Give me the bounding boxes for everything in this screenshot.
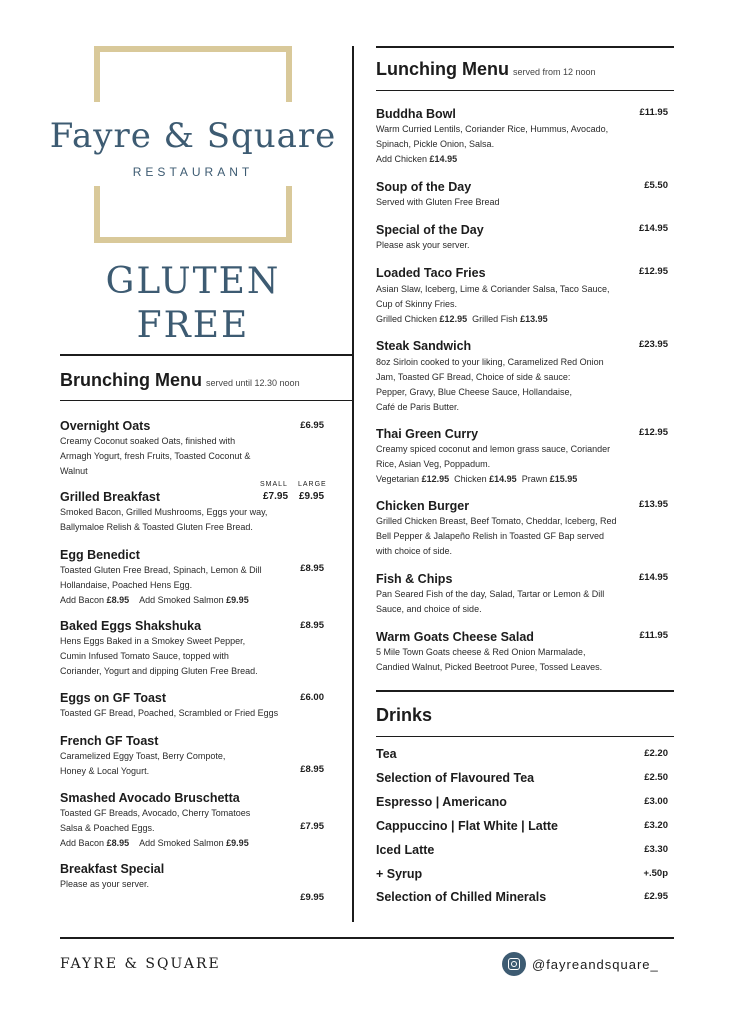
divider [376,690,674,692]
menu-item-name: Breakfast Special [60,862,165,876]
menu-item-price: £5.50 [644,180,668,191]
menu-item-name: Fish & Chips [376,572,453,586]
menu-item-description: 5 Mile Town Goats cheese & Red Onion Marmalade, Candied Walnut, Picked Beetroot Puree, Tossed Leaves. [376,647,603,672]
menu-item-price: £11.95 [639,107,668,118]
menu-item-price: £8.95 [300,764,324,775]
menu-item-name: Soup of the Day [376,180,472,194]
drink-price: +.50p [643,868,668,879]
menu-item-name: Egg Benedict [60,548,140,562]
menu-item-name: Thai Green Curry [376,427,479,441]
menu-item-description: Served with Gluten Free Bread [376,197,500,207]
menu-item-price: £8.95 [300,563,324,574]
footer-brand: FAYRE & SQUARE [60,956,221,972]
menu-item-price: £14.95 [638,223,668,234]
drink-name: + Syrup [376,867,423,881]
menu-item-name: French GF Toast [60,734,159,748]
menu-item-price-large: £9.95 [299,491,325,502]
menu-item-name: Loaded Taco Fries [376,266,486,280]
menu-item-name: Steak Sandwich [376,339,472,353]
menu-item-addons: Add Bacon £8.95 Add Smoked Salmon £9.95 [60,838,249,848]
menu-item-name: Smashed Avocado Bruschetta [60,791,240,805]
column-divider [352,46,354,922]
menu-item-price: £11.95 [639,630,668,641]
menu-item-name: Warm Goats Cheese Salad [376,630,534,644]
menu-item-name: Eggs on GF Toast [60,691,167,705]
brunching-menu-title: Brunching Menu served until 12.30 noon [60,370,300,390]
menu-item-name: Grilled Breakfast [60,490,161,504]
menu-item-price: £23.95 [638,339,668,350]
size-label-large: LARGE [298,481,327,488]
menu-item-description: Grilled Chicken Breast, Beef Tomato, Cheddar, Iceberg, Red Bell Pepper & Jalapeño Relish in Toasted GF Bap served with choice of side. [376,516,617,556]
drink-price: £3.30 [644,844,668,855]
menu-item-price-small: £7.95 [263,491,289,502]
menu-item-description: Toasted GF Breads, Avocado, Cherry Tomatoes Salsa & Poached Eggs. Add Bacon £8.95 Add Smoked Salmon £9.95 [60,806,250,851]
menu-item-description: Toasted Gluten Free Bread, Spinach, Lemon & Dill Hollandaise, Poached Hens Egg. Add Bacon £8.95 Add Smoked Salmon £9.95 [60,563,262,608]
menu-item-description: Caramelized Eggy Toast, Berry Compote, Honey & Local Yogurt. [60,751,226,776]
menu-item-addons: Add Bacon £8.95 Add Smoked Salmon £9.95 [60,595,249,605]
page-title: GLUTEN FREE [105,261,281,346]
menu-item-description: Smoked Bacon, Grilled Mushrooms, Eggs your way, Ballymaloe Relish & Toasted Gluten Free Bread. [60,507,268,532]
menu-item-description: Creamy spiced coconut and lemon grass sauce, Coriander Rice, Asian Veg, Poppadum. Vegetarian £12.95 Chicken £14.95 Prawn £15.95 [376,444,611,484]
logo-frame-bottom [94,186,292,243]
menu-item-name: Buddha Bowl [376,107,456,121]
menu-item-name: Chicken Burger [376,499,470,513]
drink-price: £3.20 [644,820,668,831]
menu-item-description: 8oz Sirloin cooked to your liking, Caramelized Red Onion Jam, Toasted GF Bread, Choice of side & sauce: Pepper, Gravy, Blue Cheese Sauce, Hollandaise, Café de Paris Butter. [376,357,604,412]
logo-name: Fayre & Square [49,116,337,156]
menu-item-price: £13.95 [638,499,668,510]
menu-item-description: Please ask your server. [376,240,470,250]
menu-item-description: Creamy Coconut soaked Oats, finished with Armagh Yogurt, fresh Fruits, Toasted Coconut & Walnut [60,436,251,476]
menu-item-name: Overnight Oats [60,419,151,433]
drink-price: £2.20 [644,748,668,759]
divider [376,90,674,91]
drink-price: £2.50 [644,772,668,783]
menu-item-description: Toasted GF Bread, Poached, Scrambled or Fried Eggs [60,708,279,718]
drink-price: £2.95 [644,891,668,902]
menu-item-price: £12.95 [638,427,668,438]
divider [60,354,353,356]
menu-item-price: £6.00 [300,692,324,703]
menu-item-price: £9.95 [300,892,324,903]
menu-item-description: Asian Slaw, Iceberg, Lime & Coriander Salsa, Taco Sauce, Cup of Skinny Fries. Grilled Chicken £12.95 Grilled Fish £13.95 [376,284,610,324]
drink-price: £3.00 [644,796,668,807]
drinks-title: Drinks [376,705,433,725]
menu-item-price: £8.95 [300,620,324,631]
drink-name: Tea [376,747,397,761]
menu-item-description: Please as your server. [60,879,150,889]
menu-item-description: Pan Seared Fish of the day, Salad, Tartar or Lemon & Dill Sauce, and choice of side. [376,589,605,614]
drink-name: Cappuccino | Flat White | Latte [376,819,559,833]
divider [376,46,674,48]
menu-item-price: £12.95 [638,266,668,277]
menu-item-description: Warm Curried Lentils, Coriander Rice, Hummus, Avocado, Spinach, Pickle Onion, Salsa. Add Chicken £14.95 [376,124,609,164]
size-label-small: SMALL [260,481,288,488]
menu-item-name: Special of the Day [376,223,484,237]
drink-name: Selection of Flavoured Tea [376,771,535,785]
divider [376,736,674,737]
menu-item-price: £14.95 [638,572,668,583]
logo-frame-top [94,46,292,102]
drink-name: Selection of Chilled Minerals [376,890,547,904]
menu-item-price: £6.95 [300,420,324,431]
menu-item-name: Baked Eggs Shakshuka [60,619,202,633]
logo-subtitle: RESTAURANT [132,165,254,179]
instagram-handle[interactable]: @fayreandsquare_ [532,957,659,972]
divider [60,400,353,401]
instagram-icon[interactable] [502,952,526,976]
drink-name: Espresso | Americano [376,795,507,809]
lunching-menu-title: Lunching Menu served from 12 noon [376,59,596,79]
drink-name: Iced Latte [376,843,435,857]
menu-item-description: Hens Eggs Baked in a Smokey Sweet Pepper, Cumin Infused Tomato Sauce, topped with Coriander, Yogurt and dipping Gluten Free Bread. [60,636,258,676]
footer-divider [60,937,674,939]
menu-item-price: £7.95 [300,821,324,832]
